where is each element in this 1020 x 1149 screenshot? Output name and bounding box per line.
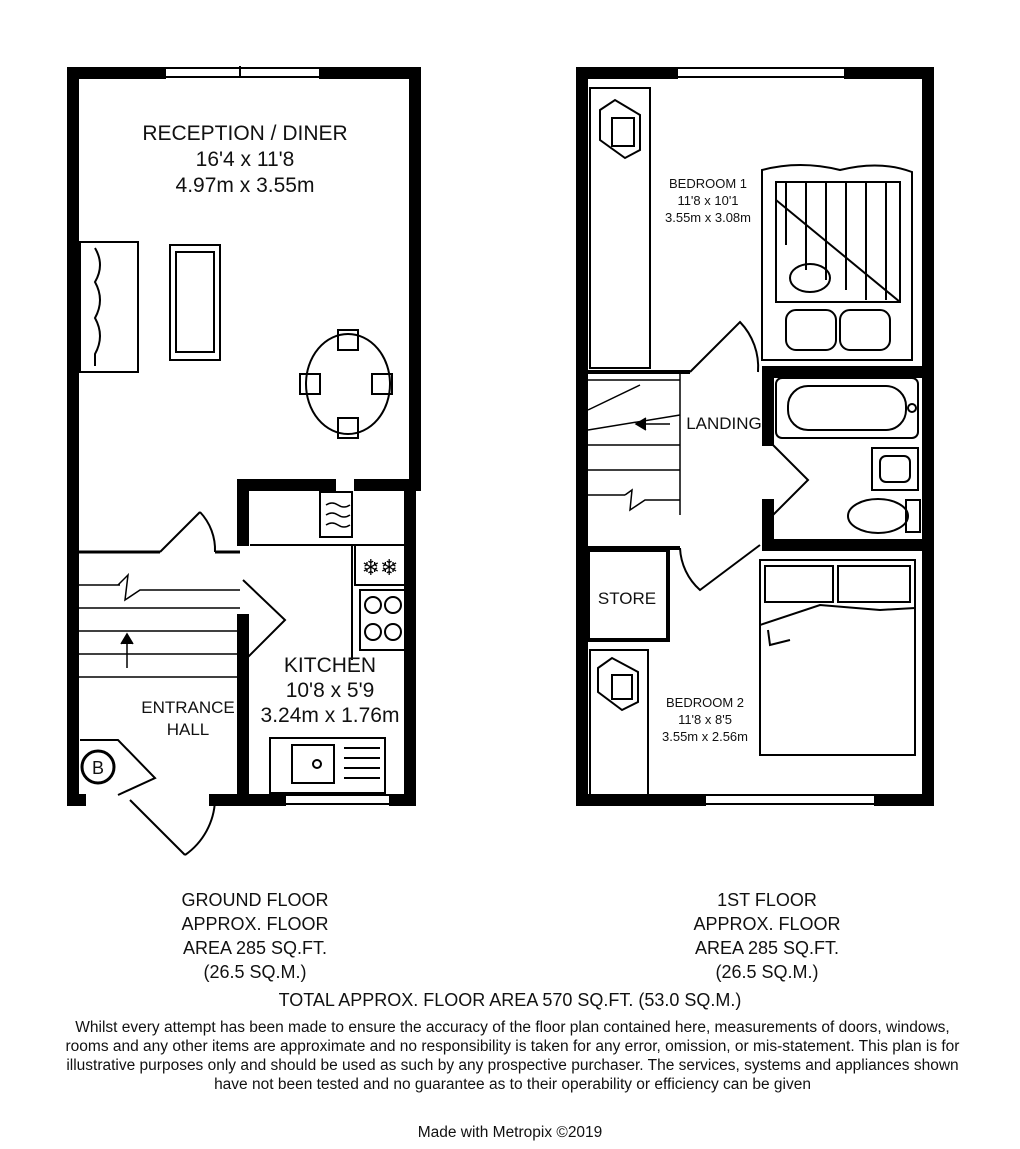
bedroom2-name: BEDROOM 2 [665,695,745,710]
bedroom2-imperial: 11'8 x 8'5 [678,712,732,727]
entrance-label-2: HALL [166,720,210,739]
boiler-symbol: B [91,758,105,778]
bed-1 [762,165,912,360]
front-door [130,800,215,855]
wardrobe-1 [590,88,650,368]
total-floor-area: TOTAL APPROX. FLOOR AREA 570 SQ.FT. (53.0 SQ.M.) [278,990,742,1010]
rug [170,245,220,360]
ground-caption-line4: (26.5 SQ.M.) [203,962,307,982]
sofa [80,242,138,372]
bathroom-fixtures [776,378,920,533]
bedroom1-name: BEDROOM 1 [668,176,748,191]
reception-name: RECEPTION / DINER [142,122,348,145]
first-caption-line2: APPROX. FLOOR [693,914,841,934]
ground-caption-line3: AREA 285 SQ.FT. [182,938,328,958]
reception-imperial: 16'4 x 11'8 [195,148,295,171]
first-caption-line1: 1ST FLOOR [717,890,817,910]
landing-name: LANDING [686,414,762,433]
disclaimer-text: Whilst every attempt has been made to ensure the accuracy of the floor plan contained here, measurements of doors, windows, rooms and any other items are approximate and no responsibility is taken for any error, omission, or mis-statement. This plan is for illustrative purposes only and should be used as such by any prospective purchaser. The services, systems and appliances shown have not been tested and no guarantee as to their operability or efficiency can be given [65,1019,960,1093]
svg-text:❄❄: ❄❄ [361,555,399,580]
first-floor-plan [582,68,928,804]
ground-caption-line2: APPROX. FLOOR [181,914,329,934]
room-labels [92,122,762,778]
first-stairs [588,372,680,515]
kitchen-name: KITCHEN [283,654,377,677]
ground-caption-line1: GROUND FLOOR [181,890,329,910]
kitchen-units [250,492,405,793]
reception-metric: 4.97m x 3.55m [175,174,315,197]
hall-door [160,512,215,552]
first-floor-caption [637,888,897,984]
bedroom1-metric: 3.55m x 3.08m [665,210,751,225]
bedroom1-door [690,322,758,372]
kitchen-imperial: 10'8 x 5'9 [285,679,375,702]
ground-stairs [78,575,240,677]
kitchen-metric: 3.24m x 1.76m [260,704,400,727]
store-name: STORE [597,589,657,608]
bedroom2-metric: 3.55m x 2.56m [662,729,748,744]
ground-floor-caption [125,888,385,984]
entrance-label-1: ENTRANCE [141,698,235,717]
metropix-credit: Made with Metropix ©2019 [417,1124,603,1141]
kitchen-door [243,580,285,660]
first-caption-line3: AREA 285 SQ.FT. [694,938,840,958]
dining-table [300,330,392,438]
bed-2 [760,560,915,755]
bedroom1-imperial: 11'8 x 10'1 [677,193,739,208]
wardrobe-2 [590,650,648,795]
first-caption-line4: (26.5 SQ.M.) [715,962,819,982]
bedroom2-door [680,545,760,590]
